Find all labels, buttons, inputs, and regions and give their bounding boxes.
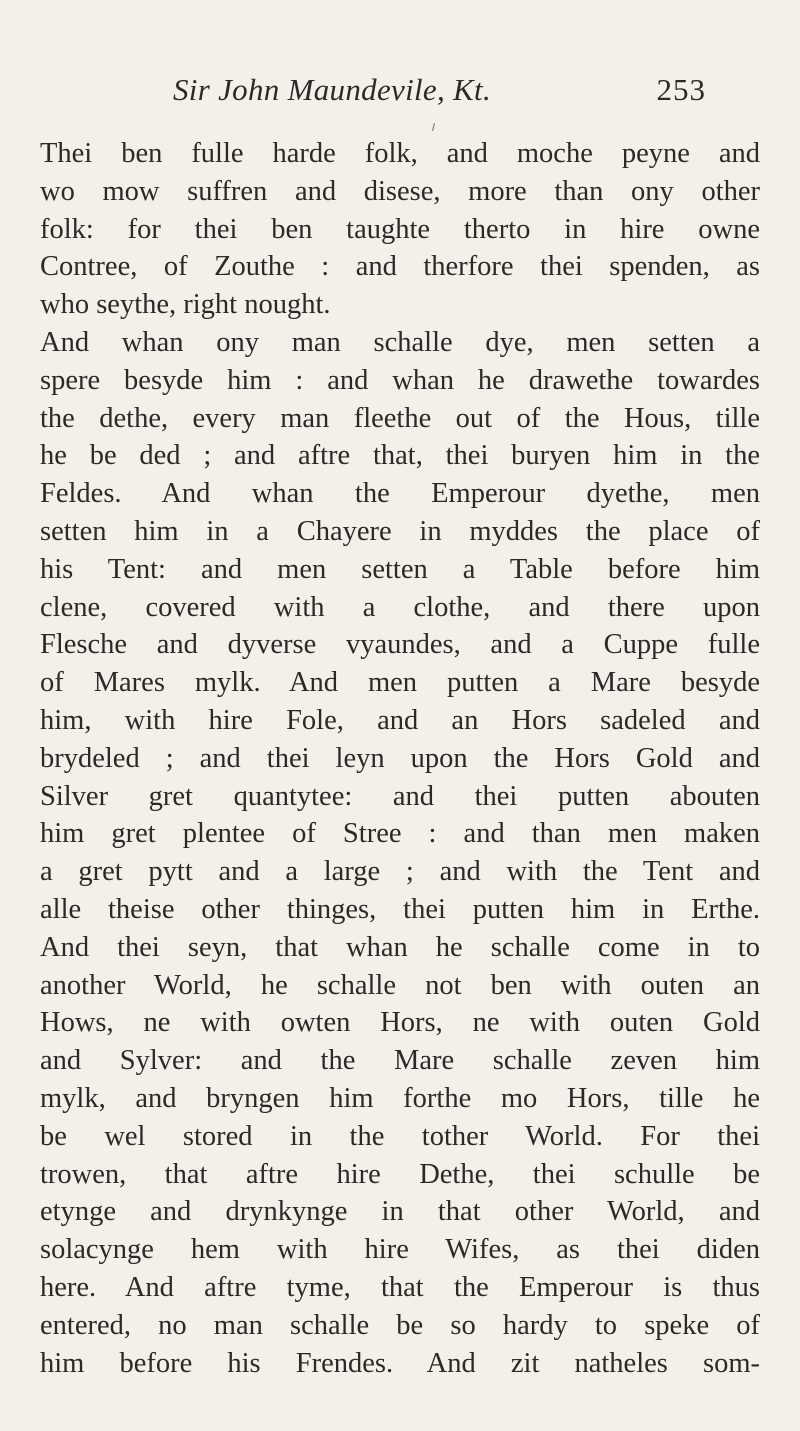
body-text (40, 135, 760, 1382)
text-line: him before his Frendes. And zit natheles som- (40, 1347, 760, 1379)
text-line: Hows, ne with owten Hors, ne with outen Gold (40, 1007, 760, 1039)
text-line: alle theise other thinges, thei putten him in Erthe. (40, 893, 760, 925)
running-head (0, 70, 800, 114)
text-line: etynge and drynkynge in that other World, and (40, 1196, 760, 1228)
text-line: brydeled ; and thei leyn upon the Hors Gold and (40, 742, 760, 774)
text-line: clene, covered with a clothe, and there upon (40, 591, 760, 623)
stray-ink-mark (432, 123, 435, 131)
text-line: setten him in a Chayere in myddes the place of (40, 515, 760, 547)
text-line: mylk, and bryngen him forthe mo Hors, tille he (40, 1082, 760, 1114)
text-line: solacynge hem with hire Wifes, as thei diden (40, 1234, 760, 1266)
text-line: here. And aftre tyme, that the Emperour is thus (40, 1271, 760, 1303)
text-line: Flesche and dyverse vyaundes, and a Cuppe fulle (40, 629, 760, 661)
text-line: him gret plentee of Stree : and than men maken (40, 818, 760, 850)
text-line: Silver gret quantytee: and thei putten abouten (40, 780, 760, 812)
text-line: of Mares mylk. And men putten a Mare besyde (40, 667, 760, 699)
text-line: the dethe, every man fleethe out of the Hous, tille (40, 402, 760, 434)
text-line: And thei seyn, that whan he schalle come in to (40, 931, 760, 963)
text-line: Contree, of Zouthe : and therfore thei spenden, as (40, 251, 760, 283)
text-line: him, with hire Fole, and an Hors sadeled and (40, 704, 760, 736)
text-line: who seythe, right nought. (40, 289, 331, 321)
running-title: Sir John Maundevile, Kt. (173, 72, 492, 107)
text-line: Thei ben fulle harde folk, and moche peyne and (40, 138, 760, 169)
text-line: a gret pytt and a large ; and with the Tent and (40, 856, 760, 888)
text-line: folk: for thei ben taughte therto in hire owne (40, 213, 760, 245)
text-line: And whan ony man schalle dye, men setten a (40, 326, 760, 358)
text-line: spere besyde him : and whan he drawethe towardes (40, 364, 760, 396)
text-line: wo mow suffren and disese, more than ony other (40, 175, 760, 207)
text-line: his Tent: and men setten a Table before him (40, 553, 760, 585)
text-line: he be ded ; and aftre that, thei buryen him in the (40, 440, 760, 472)
text-line: and Sylver: and the Mare schalle zeven him (40, 1045, 760, 1077)
text-line: trowen, that aftre hire Dethe, thei schulle be (40, 1158, 760, 1190)
page-number: 253 (656, 72, 706, 107)
text-line: be wel stored in the tother World. For thei (40, 1120, 760, 1152)
text-line: Feldes. And whan the Emperour dyethe, men (40, 478, 760, 510)
text-line: another World, he schalle not ben with outen an (40, 969, 760, 1001)
text-line: entered, no man schalle be so hardy to speke of (40, 1309, 760, 1341)
